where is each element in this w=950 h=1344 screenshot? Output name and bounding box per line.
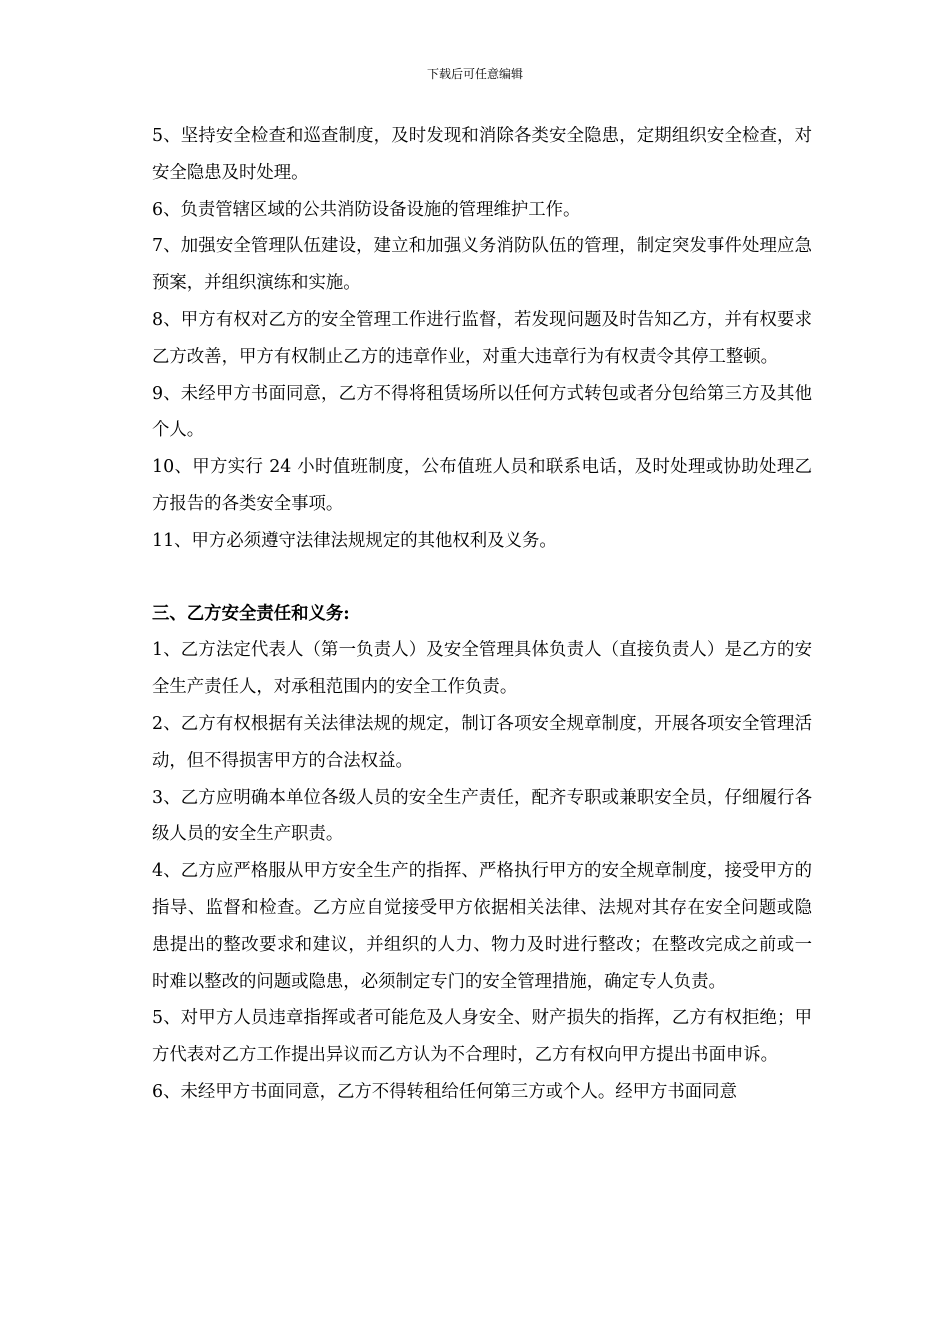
page-header: 下载后可任意编辑 [426,67,523,81]
clause-2-9: 9、未经甲方书面同意，乙方不得将租赁场所以任何方式转包或者分包给第三方及其他个人。 [152,383,812,441]
clause-2-7: 7、加强安全管理队伍建设，建立和加强义务消防队伍的管理，制定突发事件处理应急预案，并组织演练和实施。 [152,236,812,294]
clause-2-6: 6、负责管辖区域的公共消防设备设施的管理维护工作。 [152,199,581,220]
clause-3-5: 5、对甲方人员违章指挥或者可能危及人身安全、财产损失的指挥，乙方有权拒绝；甲方代表对乙方工作提出异议而乙方认为不合理时，乙方有权向甲方提出书面申诉。 [152,1008,812,1066]
clause-3-4: 4、乙方应严格服从甲方安全生产的指挥、严格执行甲方的安全规章制度，接受甲方的指导、监督和检查。乙方应自觉接受甲方依据相关法律、法规对其存在安全问题或隐患提出的整改要求和建议，并组织的人力、物力及时进行整改；在整改完成之前或一时难以整改的问题或隐患，必须制定专门的安全管理措施，确定专人负责。 [152,861,812,992]
clause-3-1: 1、乙方法定代表人（第一负责人）及安全管理具体负责人（直接负责人）是乙方的安全生产责任人，对承租范围内的安全工作负责。 [152,640,812,698]
clause-2-11: 11、甲方必须遵守法律法规规定的其他权利及义务。 [152,530,557,551]
clause-3-6: 6、未经甲方书面同意，乙方不得转租给任何第三方或个人。经甲方书面同意 [152,1081,737,1102]
document-body [152,118,812,1111]
clause-3-2: 2、乙方有权根据有关法律法规的规定，制订各项安全规章制度，开展各项安全管理活动，但不得损害甲方的合法权益。 [152,713,812,771]
clause-2-10: 10、甲方实行 24 小时值班制度，公布值班人员和联系电话，及时处理或协助处理乙方报告的各类安全事项。 [152,457,812,514]
clause-3-3: 3、乙方应明确本单位各级人员的安全生产责任，配齐专职或兼职安全员，仔细履行各级人员的安全生产职责。 [152,787,812,845]
section-three-heading: 三、乙方安全责任和义务: [152,603,350,624]
clause-2-8: 8、甲方有权对乙方的安全管理工作进行监督，若发现问题及时告知乙方，并有权要求乙方改善，甲方有权制止乙方的违章作业，对重大违章行为有权责令其停工整顿。 [152,309,812,367]
clause-2-5: 5、坚持安全检查和巡查制度，及时发现和消除各类安全隐患，定期组织安全检查，对安全隐患及时处理。 [152,126,812,183]
